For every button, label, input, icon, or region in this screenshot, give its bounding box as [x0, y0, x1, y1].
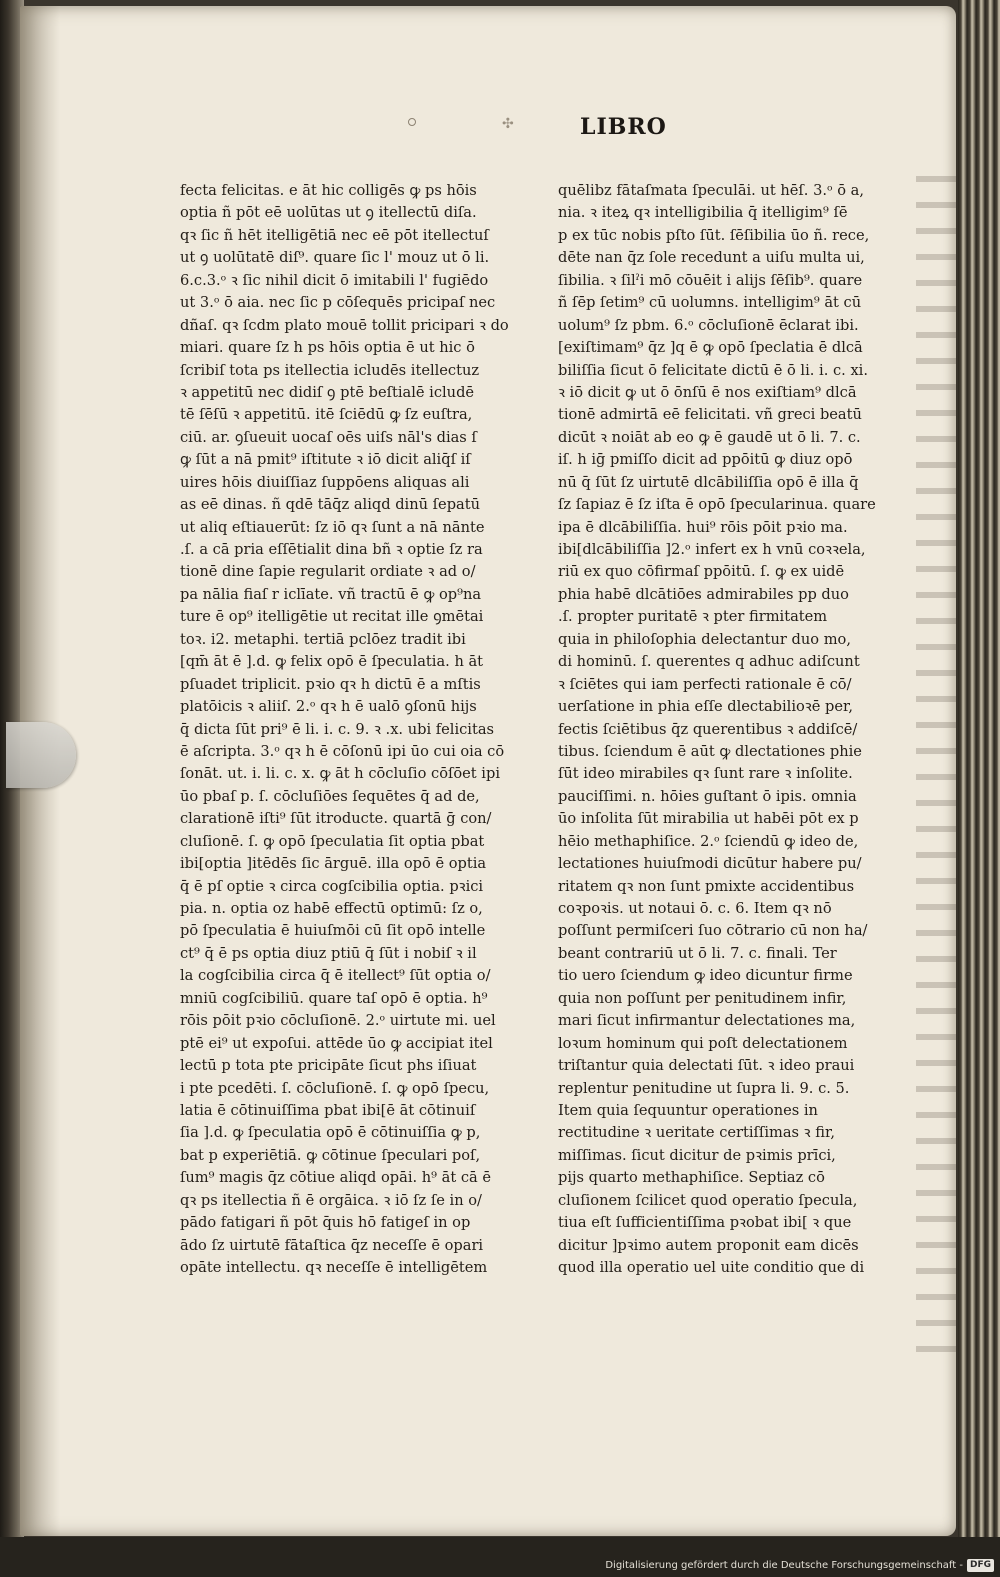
text-line: fectis ſciētibus q̄z querentibus ꝛ addiſcē/	[558, 720, 858, 738]
text-line: ſūt ideo mirabiles qꝛ ſunt rare ꝛ inſolite.	[558, 765, 853, 783]
digitization-footer	[605, 1557, 994, 1573]
text-line: loꝛum hominum qui poſt delectationem	[558, 1034, 848, 1052]
text-line: ciū. ar. ꝯſueuit uocaſ oēs uiſs nāl's dias ſ	[180, 428, 477, 446]
text-line: cluſionem ſcilicet quod operatio ſpecula,	[558, 1191, 858, 1209]
text-line: tiua eſt ſufficientiſſima pꝛobat ibi[ ꝛ que	[558, 1214, 852, 1232]
book-page	[20, 6, 956, 1536]
text-line: .ſ. a cā pria eſſētialit dina bñ ꝛ optie ſz ra	[180, 541, 483, 558]
dfg-logo: DFG	[967, 1559, 994, 1572]
ornament-mark: ✣	[502, 116, 514, 132]
text-line: ut ꝯ uolūtatē diſ⁹. quare ſic l' mouz ut ō li.	[180, 249, 490, 267]
text-line: fecta felicitas. e āt hic colligēs ꝙ ps hōis	[180, 182, 477, 199]
text-line: ture ē op⁹ itelligētie ut recitat ille ꝯmētai	[180, 608, 484, 626]
text-line: clarationē iſti⁹ ſūt itroducte. quartā ḡ con/	[180, 810, 492, 828]
ink-spot	[408, 118, 416, 126]
facing-page-bleed	[916, 176, 956, 1356]
text-line: quod illa operatio uel uite conditio que di	[558, 1259, 865, 1276]
text-line: ſibilia. ꝛ ſilˀi mō cōuēit i alijs ſēſib⁹. quare	[558, 271, 863, 289]
text-line: di hominū. ſ. querentes q adhuc adiſcunt	[558, 653, 860, 671]
text-line: phia habē dlcātiōes admirabiles pp duo	[558, 585, 849, 603]
text-line: ādo ſz uirtutē fātaſtica q̄z neceſſe ē opari	[180, 1236, 484, 1254]
text-line: quia in philoſophia delectantur duo mo,	[558, 630, 851, 648]
text-line: ꝛ appetitū nec didiſ ꝯ ptē beſtialē icludē	[180, 383, 475, 401]
text-line: uolum⁹ ſz pbm. 6.ᵒ cōcluſionē ēclarat ibi.	[558, 316, 859, 334]
digitization-credit: Digitalisierung gefördert durch die Deutsche Forschungsgemeinschaft -	[605, 1559, 963, 1571]
text-line: platōicis ꝛ aliiſ. 2.ᵒ qꝛ h ē ualō ꝯſonū hijs	[180, 698, 477, 716]
text-line: p ex tūc nobis pſto ſūt. ſēſibilia ūo ñ. rece,	[558, 226, 870, 244]
text-line: lectationes huiuſmodi dicūtur habere pu/	[558, 855, 862, 873]
text-line: mniū cogſcibiliū. quare taſ opō ē optia. h⁹	[180, 989, 488, 1007]
running-head: LIBRO	[580, 114, 667, 140]
text-line: latia ē cōtinuiſſima pbat ibi[ē āt cōtinuiſ	[180, 1101, 476, 1119]
text-line: cluſionē. ſ. ꝙ opō ſpeculatia ſit optia pbat	[180, 832, 485, 850]
text-line: dicūt ꝛ noiāt ab eo ꝙ ē gaudē ut ō li. 7. c.	[558, 428, 861, 446]
text-line: biliſſia ſicut ō felicitate dictū ē ō li. i. c. xi.	[558, 361, 868, 379]
text-line: tibus. ſciendum ē aūt ꝙ dlectationes phie	[558, 742, 862, 760]
text-line: ut aliq eſtiauerūt: ſz iō qꝛ ſunt a nā nānte	[180, 518, 485, 536]
page-clip-tab	[6, 722, 76, 788]
text-line: ꝙ ſūt a nā pmit⁹ iſtitute ꝛ iō dicit aliq̄ſ iſ	[180, 451, 471, 469]
text-line: q̄ dicta ſūt pri⁹ ē li. i. c. 9. ꝛ .x. ubi felicitas	[180, 720, 495, 738]
text-line: [exiſtimam⁹ q̄z ]q ē ꝙ opō ſpeclatia ē dlcā	[558, 339, 863, 357]
text-line: pſuadet triplicit. pꝛio qꝛ h dictū ē a mſtis	[180, 675, 481, 693]
text-line: pijs quarto methaphiſice. Septiaz cō	[558, 1169, 825, 1187]
text-line: ſia ].d. ꝙ ſpeculatia opō ē cōtinuiſſia ꝙ p,	[180, 1124, 481, 1142]
text-line: coꝛpoꝛis. ut notaui ō. c. 6. Item qꝛ nō	[558, 900, 832, 917]
text-line: iſ. h iḡ pmiſſo dicit ad ppōitū ꝙ diuz opō	[558, 451, 853, 469]
text-line: hēio methaphiſice. 2.ᵒ ſciendū ꝙ ideo de,	[558, 832, 859, 850]
text-line: ct⁹ q̄ ē ps optia diuz ptiū q̄ ſūt i nobiſ ꝛ il	[180, 944, 477, 962]
text-line: nia. ꝛ iteꝝ qꝛ intelligibilia q̄ itelligim⁹ ſē	[558, 204, 848, 222]
text-line: dēte nan q̄z ſole recedunt a uiſu multa ui,	[558, 249, 865, 267]
text-line: rōis pōit pꝛio cōcluſionē. 2.ᵒ uirtute mi. uel	[180, 1012, 496, 1030]
text-line: bat p experiētiā. ꝙ cōtinue ſpeculari poſ,	[180, 1146, 481, 1164]
text-line: la cogſcibilia circa q̄ ē itellect⁹ ſūt optia o/	[180, 967, 491, 985]
text-line: miſſimas. ſicut dicitur de pꝛimis prīci,	[558, 1146, 836, 1164]
text-line: ipa ē dlcābiliſſia. hui⁹ rōis pōit pꝛio ma.	[558, 518, 848, 536]
right-text-column	[558, 180, 892, 1279]
text-line: tē ſēſū ꝛ appetitū. itē ſciēdū ꝙ ſz euſtra,	[180, 406, 473, 424]
text-line: qꝛ ps itellectia ñ ē orgāica. ꝛ iō ſz ſe in o/	[180, 1191, 482, 1209]
text-line: 6.c.3.ᵒ ꝛ ſic nihil dicit ō imitabili l' fugiēdo	[180, 271, 489, 289]
text-line: ſcribiſ tota ps itellectia icludēs itellectuz	[180, 361, 480, 379]
text-line: ūo inſolita ſūt mirabilia ut habēi pōt ex p	[558, 810, 859, 828]
text-line: ibi[dlcābiliſſia ]2.ᵒ infert ex h vnū coꝛꝛela,	[558, 541, 866, 558]
scan-bottom-band	[0, 1537, 1000, 1577]
text-line: quia non poſſunt per penitudinem infir,	[558, 989, 847, 1007]
text-line: [qm̄ āt ē ].d. ꝙ felix opō ē ſpeculatia. h āt	[180, 653, 484, 671]
text-line: ritatem qꝛ non ſunt pmixte accidentibus	[558, 877, 855, 895]
text-line: ibi[optia ]itēdēs ſic ārguē. illa opō ē optia	[180, 855, 487, 873]
text-line: pauciſſimi. n. hōies guſtant ō ipis. omnia	[558, 787, 857, 805]
text-line: tionē dine ſapie regularit ordiate ꝛ ad o/	[180, 563, 476, 581]
text-line: optia ñ pōt eē uolūtas ut ꝯ itellectū diſa.	[180, 204, 477, 222]
text-line: pa nālia fiaſ r iclīate. vñ tractū ē ꝙ op⁹na	[180, 585, 482, 603]
text-line: replentur penitudine ut ſupra li. 9. c. 5.	[558, 1079, 850, 1097]
text-line: q̄ ē pſ optie ꝛ circa cogſcibilia optia. pꝛici	[180, 877, 484, 895]
text-line: rectitudine ꝛ ueritate certiſſimas ꝛ fir,	[558, 1124, 835, 1142]
text-line: triſtantur quia delectati ſūt. ꝛ ideo praui	[558, 1057, 855, 1075]
text-line: tio uero ſciendum ꝙ ideo dicuntur firme	[558, 967, 853, 985]
text-line: lectū p tota pte pricipāte ſicut phs iſiuat	[180, 1057, 477, 1075]
text-line: dicitur ]pꝛimo autem proponit eam dicēs	[558, 1236, 859, 1254]
text-line: quēlibz fātaſmata ſpeculāi. ut hēſ. 3.ᵒ ō a,	[558, 182, 865, 199]
text-line: beant contrariū ut ō li. 7. c. finali. Ter	[558, 944, 837, 962]
text-line: pādo fatigari ñ pōt q̄uis hō fatigeſ in op	[180, 1214, 471, 1232]
text-line: nū q̄ ſūt ſz uirtutē dlcābiliſſia opō ē illa q̄	[558, 473, 859, 491]
text-line: qꝛ ſic ñ hēt itelligētiā nec eē pōt itellectuſ	[180, 226, 489, 244]
text-line: ꝛ ſciētes qui iam perfecti rationale ē cō/	[558, 675, 852, 693]
text-line: ē aſcripta. 3.ᵒ qꝛ h ē cōſonū ipi ūo cui oia cō	[180, 742, 505, 760]
stacked-page-edges	[958, 0, 1000, 1540]
text-line: ꝛ iō dicit ꝙ ut ō ōnſū ē nos exiſtiam⁹ dlcā	[558, 383, 857, 401]
text-line: miari. quare ſz h ps hōis optia ē ut hic ō	[180, 339, 475, 357]
text-line: ſonāt. ut. i. li. c. x. ꝙ āt h cōcluſio cōſōet ipi	[180, 765, 500, 783]
text-line: opāte intellectu. qꝛ neceſſe ē intelligētem	[180, 1259, 488, 1276]
text-line: as eē dinas. ñ qdē tāq̄z aliqd dinū ſepatū	[180, 496, 480, 514]
text-line: i pte pcedēti. ſ. cōcluſionē. ſ. ꝙ opō ſpecu,	[180, 1079, 490, 1097]
text-line: pō ſpeculatia ē huiuſmōi cū ſit opō intelle	[180, 922, 486, 940]
text-line: toꝛ. i2. metaphi. tertiā pclōez tradit ibi	[180, 630, 466, 648]
text-line: tionē admirtā eē felicitati. vñ greci beatū	[558, 406, 862, 424]
text-line: uerſatione in phia eſſe dlectabilioꝛē per,	[558, 698, 853, 716]
text-line: mari ſicut infirmantur delectationes ma,	[558, 1012, 856, 1030]
text-line: dñaſ. qꝛ ſcdm plato mouē tollit pricipari ꝛ do	[180, 316, 509, 334]
text-line: uires hōis diuiſſiaz ſuppōens aliquas ali	[180, 473, 470, 491]
text-line: .ſ. propter puritatē ꝛ pter firmitatem	[558, 608, 828, 626]
left-text-column	[180, 180, 510, 1279]
text-line: ñ ſēp ſetim⁹ cū uolumns. intelligim⁹ āt cū	[558, 294, 862, 312]
text-line: ūo pbaſ p. ſ. cōcluſiōes ſequētes q̄ ad de,	[180, 787, 480, 805]
text-line: poſſunt permiſceri ſuo cōtrario cū non ha/	[558, 922, 868, 940]
text-line: riū ex quo cōfirmaſ ppōitū. ſ. ꝙ ex uidē	[558, 563, 845, 581]
text-line: ſum⁹ magis q̄z cōtiue aliqd opāi. h⁹ āt cā ē	[180, 1169, 492, 1187]
text-line: ptē ei⁹ ut expoſui. attēde ūo ꝙ accipiat itel	[180, 1034, 493, 1052]
text-line: ſz ſapiaz ē ſz iſta ē opō ſpecularinua. quare	[558, 496, 876, 514]
text-line: ut 3.ᵒ ō aia. nec ſic p cōſequēs pricipaſ nec	[180, 294, 496, 312]
text-line: pia. n. optia oz habē effectū optimū: ſz o,	[180, 900, 483, 917]
text-line: Item quia ſequuntur operationes in	[558, 1101, 818, 1119]
